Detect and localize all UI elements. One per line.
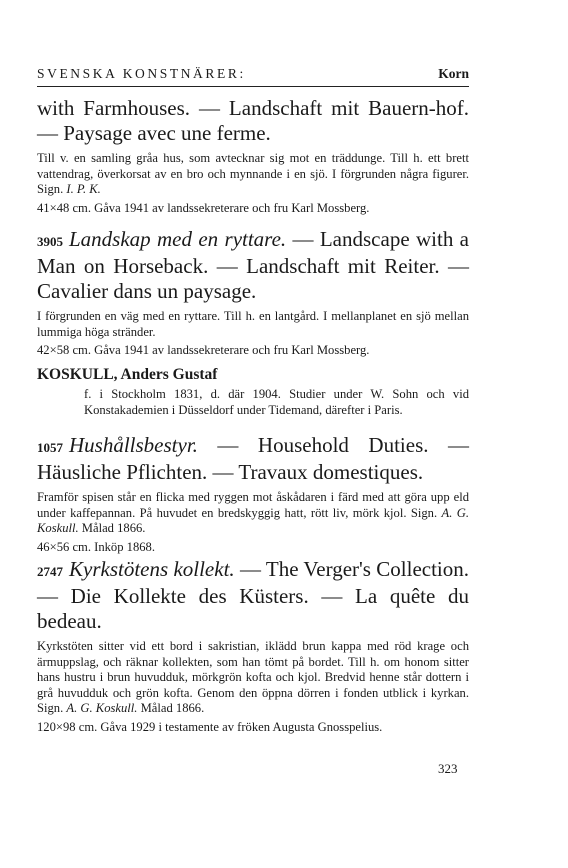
entry-2747 (37, 557, 469, 735)
title-translations: — Household Duties. — Häusliche Pflichten. — Travaux domestiques. (37, 433, 469, 484)
entry-dimensions: 120×98 cm. Gåva 1929 i testamente av fröken Augusta Gnosspelius. (37, 719, 383, 734)
running-head-keyword: Korn (438, 66, 469, 81)
entry-number: 1057 (37, 440, 63, 455)
entry-title (37, 227, 469, 304)
entry-description: I förgrunden en väg med en ryttare. Till h. en lantgård. I mellanplanet en sjö mellan lummiga höga stränder. (37, 309, 469, 339)
running-head-section: SVENSKA KONSTNÄRER: (37, 66, 246, 81)
title-swedish: Landskap med en ryttare. (69, 227, 287, 251)
title-swedish: Hushållsbestyr. (69, 433, 198, 457)
entry-3905 (37, 227, 469, 359)
page-number: 323 (438, 761, 458, 776)
entry-continued (37, 96, 469, 216)
title-translations: — The Verger's Collection. — Die Kollekte des Küsters. — La quête du bedeau. (37, 557, 470, 633)
entry-number: 2747 (37, 564, 63, 579)
entry-title (37, 433, 469, 485)
running-head (37, 66, 469, 87)
signature: A. G. Koskull. (66, 701, 138, 715)
entry-title (37, 557, 469, 634)
title-translations: — Landscape with a Man on Horseback. — Landschaft mit Reiter. — Cavalier dans un paysage. (37, 227, 469, 303)
entry-number: 3905 (37, 234, 63, 249)
entry-dimensions: 42×58 cm. Gåva 1941 av landssekreterare och fru Karl Mossberg. (37, 343, 370, 357)
entry-dimensions: 46×56 cm. Inköp 1868. (37, 539, 155, 554)
entry-description: Framför spisen står en flicka med ryggen mot åskådaren i färd med att göra upp eld under kaffepannan. På huvudet en bredskyggig hatt, rött liv, mörk kjol. Sign. A. G. Koskull. Målad 1866. (37, 490, 470, 535)
artist-entry (37, 366, 469, 418)
entry-description: Till v. en samling gråa hus, som avtecknar sig mot en träddunge. Till h. ett brett vattendrag, överkorsat av en bro och mynnande i en sjö. I förgrunden några figurer. Sign. I. P. K. (37, 151, 469, 196)
entry-dimensions: 41×48 cm. Gåva 1941 av landssekreterare och fru Karl Mossberg. (37, 200, 370, 215)
signature: A. G. Koskull. (37, 505, 470, 535)
entry-title-continued: with Farmhouses. — Landschaft mit Bauern-hof. — Paysage avec une ferme. (37, 96, 469, 145)
entry-description: Kyrkstöten sitter vid ett bord i sakristian, iklädd brun kappa med röd krage och ärmuppslag, och räknar kollekten, som han tömt på bordet. Till h. om honom sitter hans hustru i brun huvudduk, mörkgrön kofta och kjol. Bredvid henne står dottern i grå huvudduk och grön kofta. Genom den öppna dörren i fonden utblick i kyrkan. Sign. A. G. Koskull. Målad 1866. (37, 639, 469, 715)
entry-1057 (37, 433, 469, 555)
artist-name: KOSKULL, Anders Gustaf (37, 366, 218, 383)
title-swedish: Kyrkstötens kollekt. (69, 557, 235, 581)
artist-biography: f. i Stockholm 1831, d. där 1904. Studier under W. Sohn och vid Konstakademien i Düsseldorf under Tidemand, därefter i Paris. (84, 387, 469, 417)
signature: I. P. K. (66, 182, 101, 196)
